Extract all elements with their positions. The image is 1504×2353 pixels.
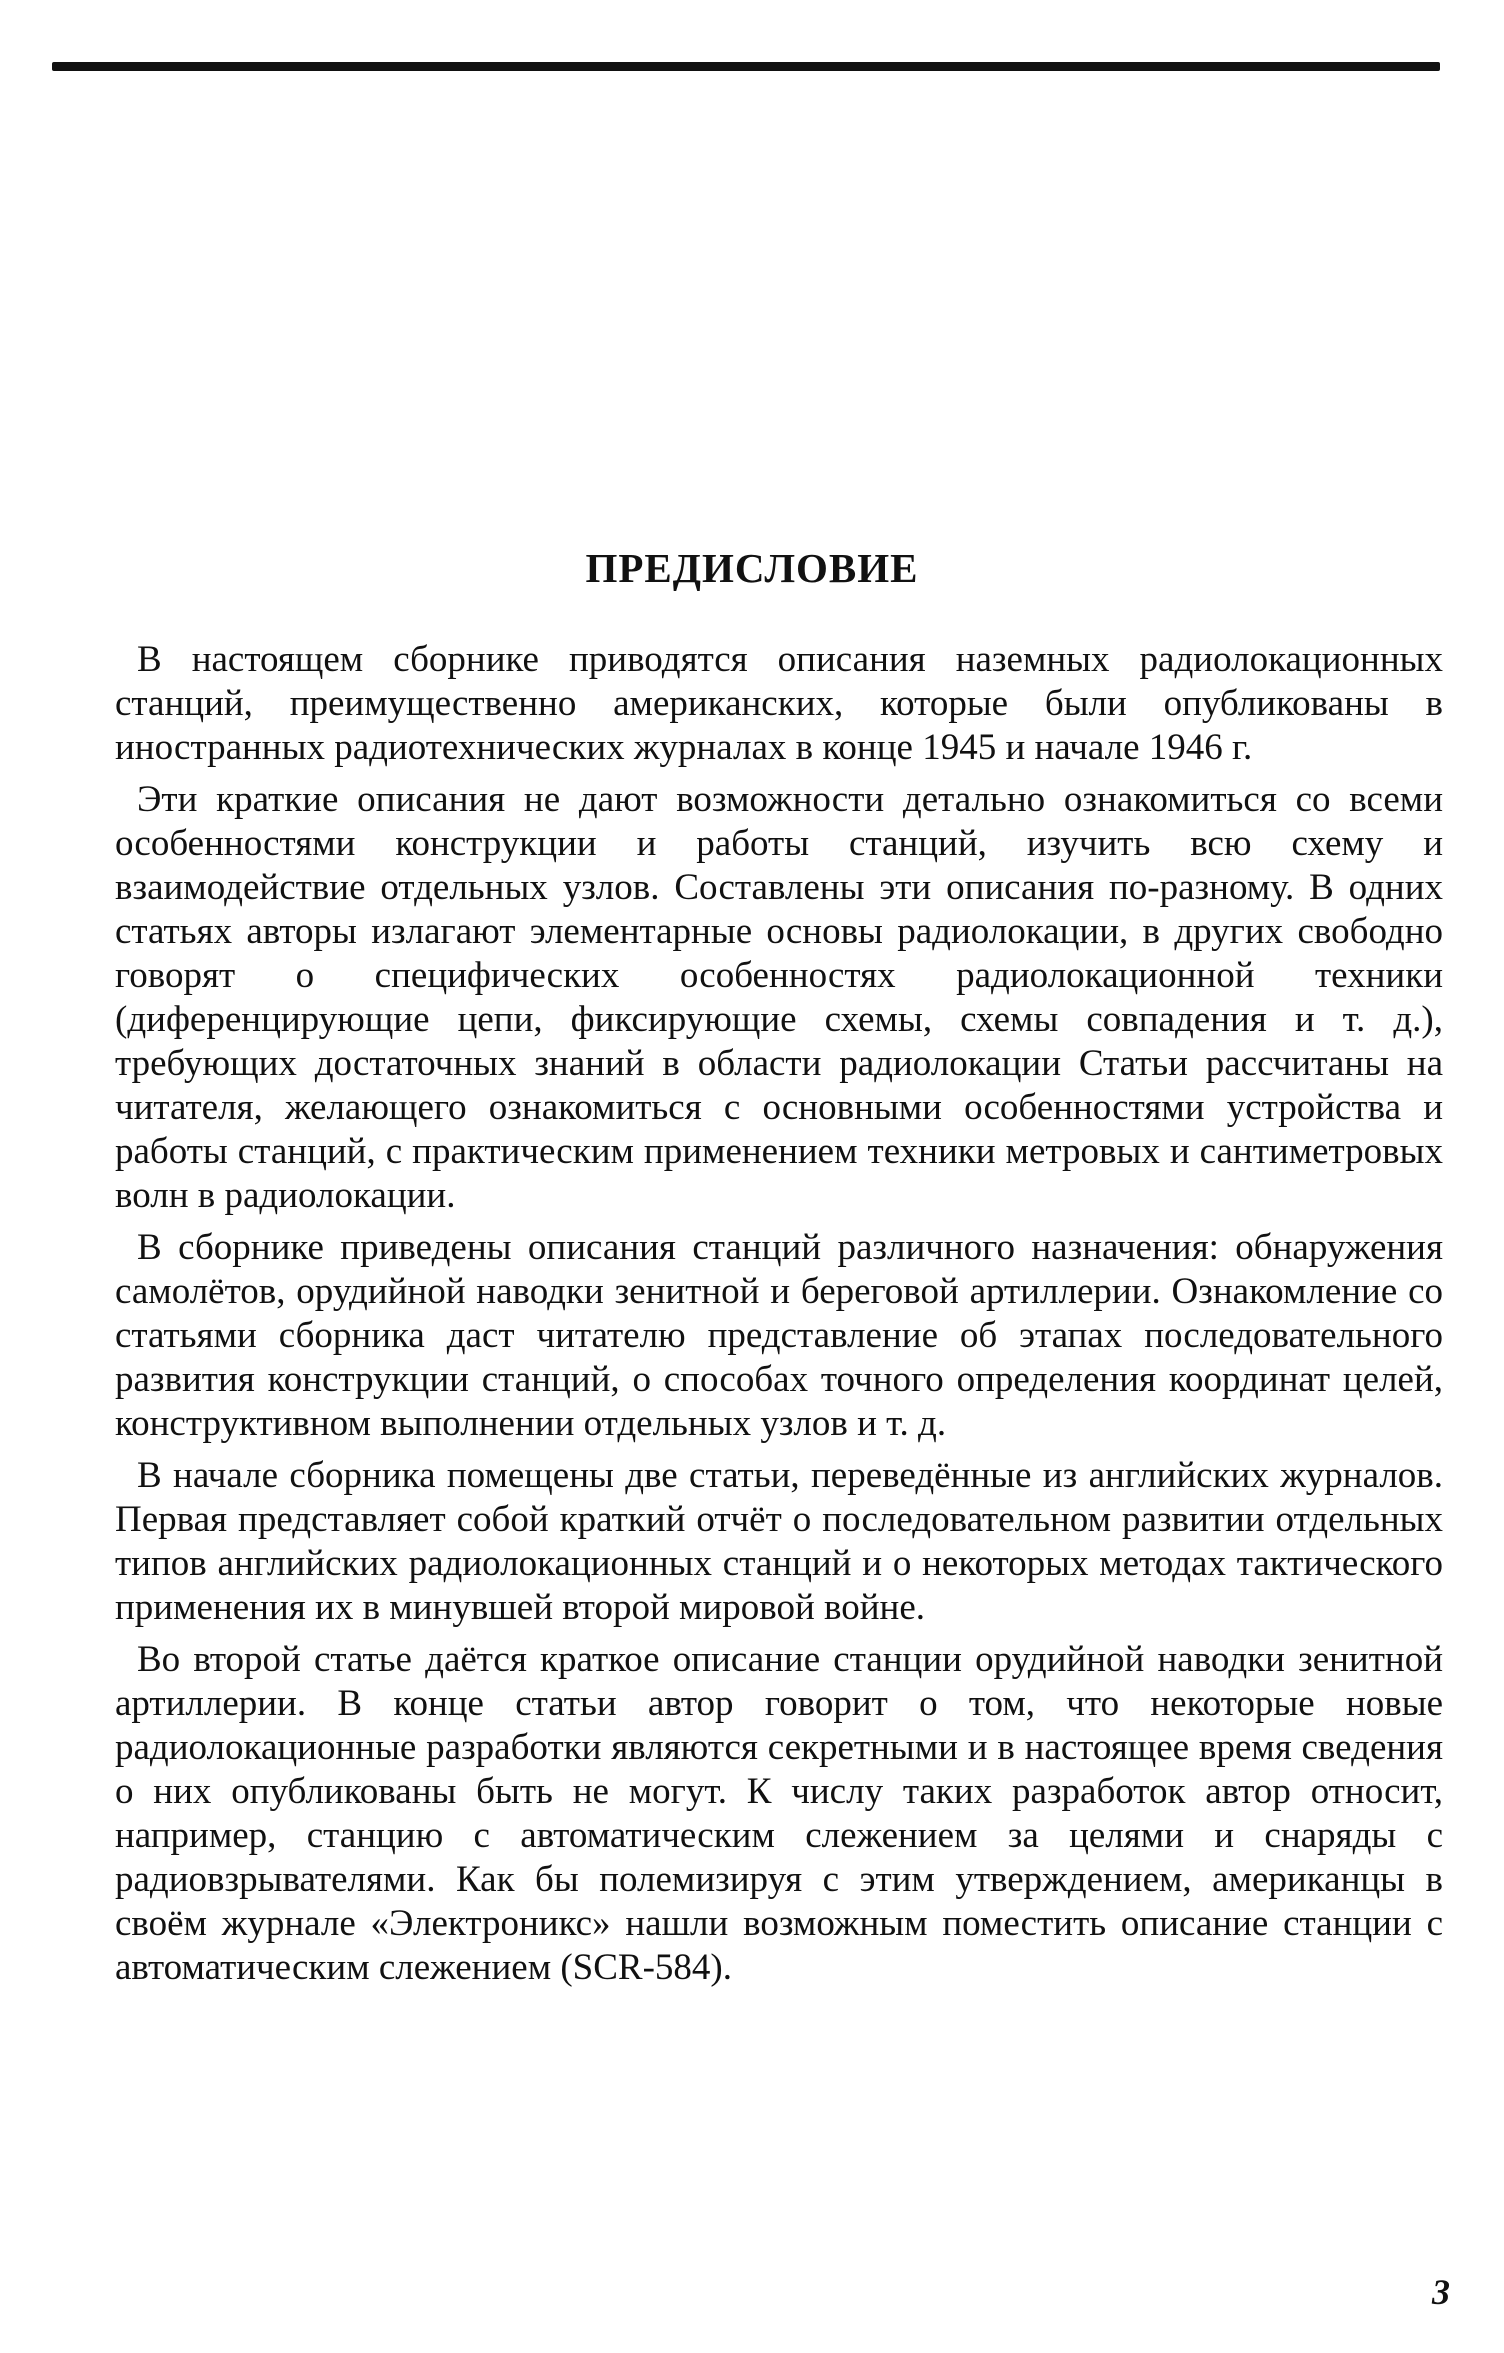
body-text [115, 638, 1443, 1998]
top-rule [52, 62, 1440, 71]
page-title: ПРЕДИСЛОВИЕ [585, 545, 919, 591]
paragraph: В сборнике приведены описания станций различного назначения: обнаружения самолётов, орудийной наводки зенитной и береговой артиллерии. Ознакомление со статьями сборника даст читателю представление об этапах последовательного развития конструкции станций, о способах точного определения координат целей, конструктивном выполнении отдельных узлов и т. д. [115, 1227, 1443, 1444]
paragraph: В настоящем сборнике приводятся описания наземных радиолокационных станций, преимущественно американских, которые были опубликованы в иностранных радиотехнических журналах в конце 1945 и начале 1946 г. [115, 639, 1443, 768]
paragraph: Эти краткие описания не дают возможности детально ознакомиться со всеми особенностями конструкции и работы станций, изучить всю схему и взаимодействие отдельных узлов. Составлены эти описания по-разному. В одних статьях авторы излагают элементарные основы радиолокации, в других свободно говорят о специфических особенностях радиолокационной техники (диференцирующие цепи, фиксирующие схемы, схемы совпадения и т. д.), требующих достаточных знаний в области радиолокации Статьи рассчитаны на читателя, желающего ознакомиться с основными особенностями устройства и работы станций, с практическим применением техники метровых и сантиметровых волн в радиолокации. [115, 779, 1443, 1216]
page-number: 3 [1432, 2272, 1450, 2312]
paragraph: Во второй статье даётся краткое описание станции орудийной наводки зенитной артиллерии. В конце статьи автор говорит о том, что некоторые новые радиолокационные разработки являются секретными и в настоящее время сведения о них опубликованы быть не могут. К числу таких разработок автор относит, например, станцию с автоматическим слежением за целями и снаряды с радиовзрывателями. Как бы полемизируя с этим утверждением, американцы в своём журнале «Электроникс» нашли возможным поместить описание станции с автоматическим слежением (SCR-584). [115, 1639, 1443, 1988]
paragraph: В начале сборника помещены две статьи, переведённые из английских журналов. Первая представляет собой краткий отчёт о последовательном развитии отдельных типов английских радиолокационных станций и о некоторых методах тактического применения их в минувшей второй мировой войне. [115, 1455, 1443, 1628]
